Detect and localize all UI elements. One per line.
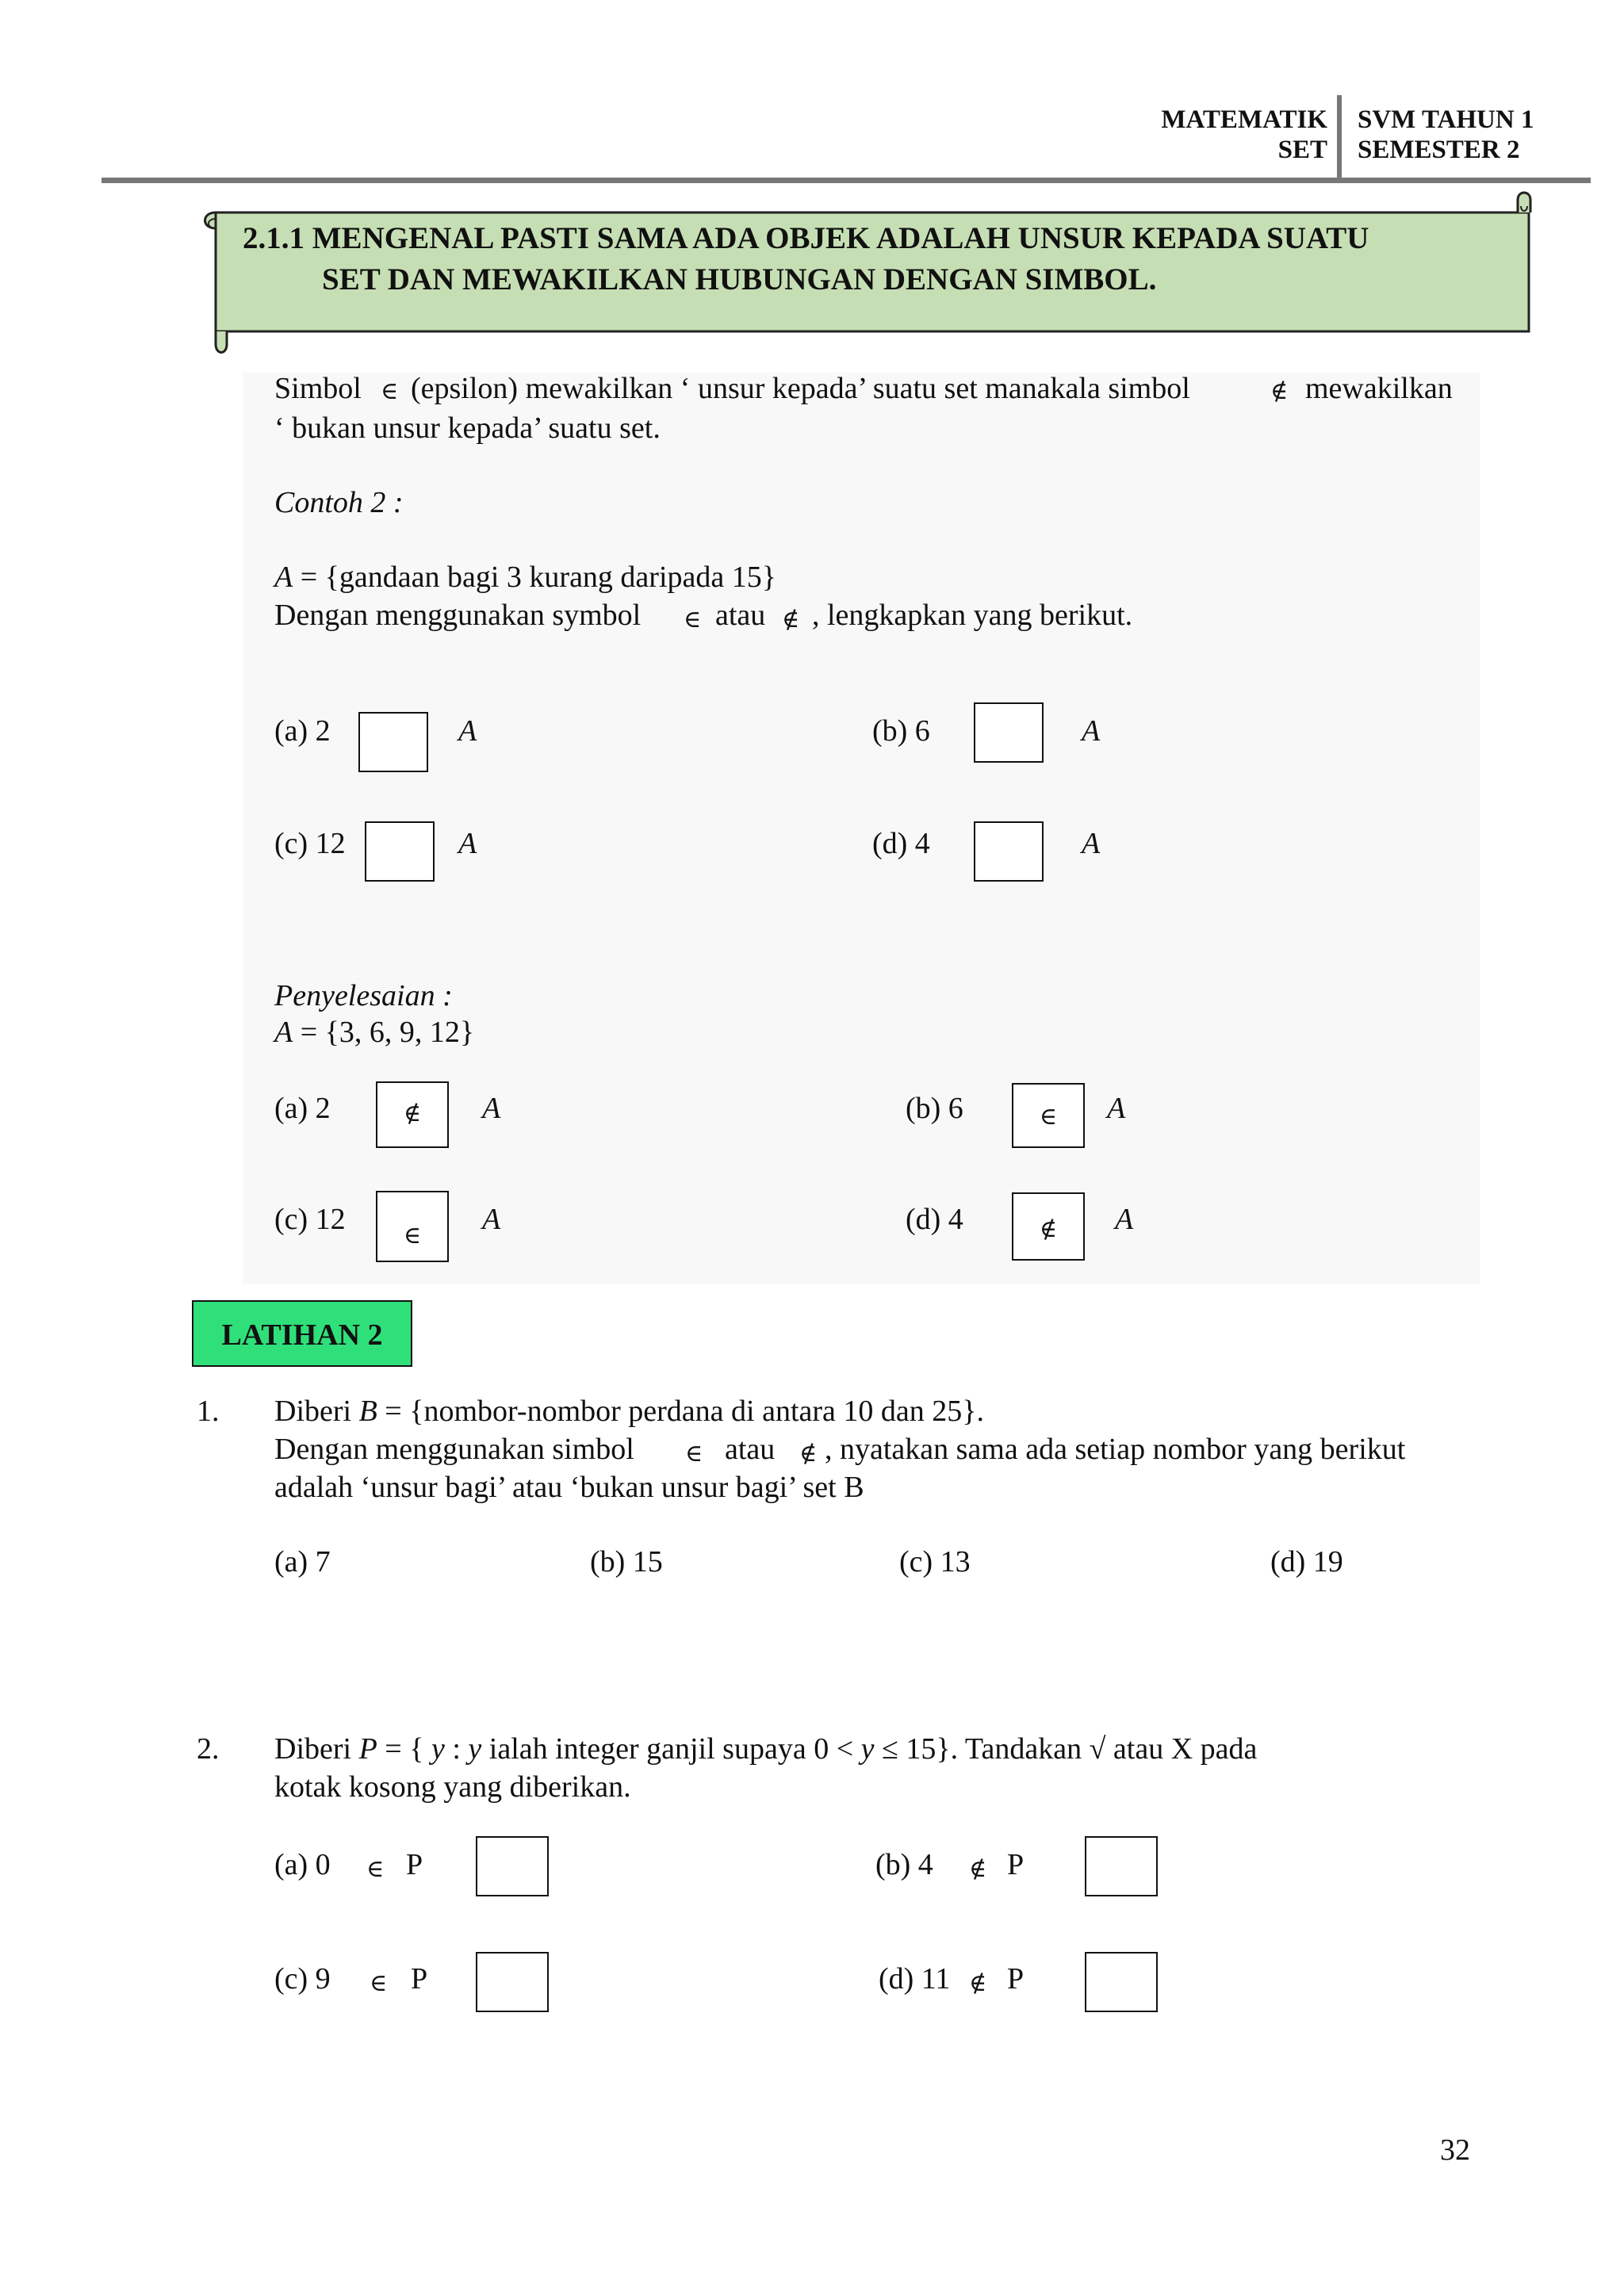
q2-item-c-label: (c) 9 bbox=[274, 1962, 331, 1996]
q1-option-b: (b) 15 bbox=[590, 1545, 663, 1578]
example-answer-box-b[interactable] bbox=[974, 702, 1044, 763]
q2-answer-box-a[interactable] bbox=[476, 1836, 549, 1896]
q1-option-d: (d) 19 bbox=[1270, 1545, 1343, 1578]
q2-answer-box-b[interactable] bbox=[1085, 1836, 1158, 1896]
q2-line1-end: ≤ 15}. Tandakan √ atau X pada bbox=[874, 1732, 1258, 1766]
example-item-d-set: A bbox=[1082, 827, 1101, 860]
example-item-b-label: (b) 6 bbox=[872, 714, 930, 748]
solution-answer-d: ∉ bbox=[1039, 1215, 1058, 1243]
solution-set-definition bbox=[274, 1015, 474, 1050]
q1-line2-start: Dengan menggunakan simbol bbox=[274, 1433, 634, 1466]
example-item-d-label: (d) 4 bbox=[872, 827, 930, 860]
q2-item-b-label: (b) 4 bbox=[875, 1848, 933, 1881]
q2-line1-start: Diberi bbox=[274, 1732, 352, 1766]
q2-line2: kotak kosong yang diberikan. bbox=[274, 1770, 631, 1804]
not-element-of-symbol: ∉ bbox=[799, 1440, 818, 1468]
solution-answer-b: ∈ bbox=[1039, 1103, 1058, 1131]
element-of-symbol: ∈ bbox=[684, 606, 702, 633]
solution-box-c bbox=[376, 1191, 449, 1262]
q1-line1-start: Diberi bbox=[274, 1395, 352, 1428]
not-element-of-symbol: ∉ bbox=[1270, 377, 1289, 405]
example-item-a-set: A bbox=[458, 714, 477, 748]
q2-item-c-symbol: ∈ bbox=[370, 1969, 388, 1997]
example-item-a-label: (a) 2 bbox=[274, 714, 331, 748]
solution-item-b-label: (b) 6 bbox=[906, 1092, 963, 1125]
solution-heading: Penyelesaian : bbox=[274, 979, 453, 1012]
example-instr-end: , lengkapkan yang berikut. bbox=[812, 599, 1133, 632]
q2-item-c-set: P bbox=[411, 1962, 428, 1996]
example-item-b-set: A bbox=[1082, 714, 1101, 748]
latihan-banner-label: LATIHAN 2 bbox=[221, 1318, 383, 1352]
solution-item-d-label: (d) 4 bbox=[906, 1203, 963, 1236]
example-set-var: A bbox=[274, 561, 293, 594]
q1-set-var: B bbox=[358, 1395, 377, 1428]
q2-item-d-set: P bbox=[1007, 1962, 1025, 1996]
q2-var-y2: y bbox=[468, 1732, 482, 1766]
q1-line2-end: , nyatakan sama ada setiap nombor yang berikut bbox=[825, 1433, 1406, 1466]
example-set-definition bbox=[274, 560, 776, 595]
solution-answer-c: ∈ bbox=[403, 1222, 422, 1249]
header-divider bbox=[1337, 95, 1342, 179]
q1-line2-or: atau bbox=[725, 1433, 776, 1466]
solution-set-var: A bbox=[274, 1016, 293, 1049]
section-title-line2: SET DAN MEWAKILKAN HUBUNGAN DENGAN SIMBOL. bbox=[322, 262, 1157, 297]
q2-item-a-symbol: ∈ bbox=[366, 1855, 385, 1883]
not-element-of-symbol: ∉ bbox=[782, 606, 800, 633]
q2-item-b-symbol: ∉ bbox=[969, 1855, 987, 1883]
intro-line1-start: Simbol bbox=[274, 372, 362, 405]
q2-item-b-set: P bbox=[1007, 1848, 1025, 1881]
q2-set-var: P bbox=[358, 1732, 377, 1766]
solution-item-c-label: (c) 12 bbox=[274, 1203, 346, 1236]
example-heading: Contoh 2 : bbox=[274, 486, 404, 519]
q2-line1-brace: = { bbox=[377, 1732, 424, 1766]
header-rule bbox=[102, 178, 1591, 183]
intro-line1-middle: (epsilon) mewakilkan ‘ unsur kepada’ suatu set manakala simbol bbox=[411, 372, 1190, 405]
solution-item-b-set: A bbox=[1107, 1092, 1126, 1125]
solution-item-c-set: A bbox=[482, 1203, 501, 1236]
q1-option-c: (c) 13 bbox=[899, 1545, 971, 1578]
q2-item-a-set: P bbox=[406, 1848, 423, 1881]
example-item-c-set: A bbox=[458, 827, 477, 860]
header-subject-line1: MATEMATIK bbox=[1161, 105, 1327, 134]
q2-line1-middle: ialah integer ganjil supaya 0 < bbox=[481, 1732, 861, 1766]
question-1-number: 1. bbox=[197, 1395, 220, 1428]
q2-var-y1: y bbox=[423, 1732, 445, 1766]
page-number: 32 bbox=[1440, 2133, 1470, 2167]
element-of-symbol: ∈ bbox=[685, 1440, 703, 1468]
example-answer-box-d[interactable] bbox=[974, 821, 1044, 882]
latihan-banner bbox=[192, 1300, 412, 1367]
header-course-line1: SVM TAHUN 1 bbox=[1358, 105, 1534, 134]
solution-box-d bbox=[1012, 1192, 1085, 1261]
intro-line2: ‘ bukan unsur kepada’ suatu set. bbox=[274, 411, 661, 445]
question-2-line1 bbox=[274, 1732, 1257, 1766]
q2-var-y3: y bbox=[860, 1732, 875, 1766]
example-instr-or: atau bbox=[715, 599, 766, 632]
q1-option-a: (a) 7 bbox=[274, 1545, 331, 1578]
question-2-number: 2. bbox=[197, 1732, 220, 1766]
solution-item-a-label: (a) 2 bbox=[274, 1092, 331, 1125]
q2-item-d-label: (d) 11 bbox=[879, 1962, 951, 1996]
header-course bbox=[1358, 105, 1556, 165]
example-set-def: = {gandaan bagi 3 kurang daripada 15} bbox=[293, 561, 776, 594]
header-course-line2: SEMESTER 2 bbox=[1358, 136, 1520, 164]
solution-box-b bbox=[1012, 1083, 1085, 1148]
q1-line1-end: = {nombor-nombor perdana di antara 10 dan 25}. bbox=[377, 1395, 985, 1428]
solution-box-a bbox=[376, 1081, 449, 1148]
solution-item-a-set: A bbox=[482, 1092, 501, 1125]
question-1-line1 bbox=[274, 1394, 984, 1429]
q2-answer-box-d[interactable] bbox=[1085, 1952, 1158, 2012]
q2-item-d-symbol: ∉ bbox=[969, 1969, 987, 1997]
q2-line1-colon: : bbox=[444, 1732, 469, 1766]
solution-item-d-set: A bbox=[1115, 1203, 1134, 1236]
section-title-line1: 2.1.1 MENGENAL PASTI SAMA ADA OBJEK ADALAH UNSUR KEPADA SUATU bbox=[243, 221, 1369, 255]
element-of-symbol: ∈ bbox=[381, 377, 399, 405]
q2-answer-box-c[interactable] bbox=[476, 1952, 549, 2012]
solution-set-def: = {3, 6, 9, 12} bbox=[293, 1016, 475, 1049]
q2-item-a-label: (a) 0 bbox=[274, 1848, 331, 1881]
example-instr-start: Dengan menggunakan symbol bbox=[274, 599, 642, 632]
intro-line1-end: mewakilkan bbox=[1305, 372, 1453, 405]
example-answer-box-c[interactable] bbox=[365, 821, 435, 882]
q1-line3: adalah ‘unsur bagi’ atau ‘bukan unsur bagi’ set B bbox=[274, 1471, 864, 1504]
example-item-c-label: (c) 12 bbox=[274, 827, 346, 860]
solution-answer-a: ∉ bbox=[403, 1100, 422, 1127]
example-answer-box-a[interactable] bbox=[358, 712, 428, 772]
header-subject-line2: SET bbox=[1277, 136, 1327, 164]
header-subject bbox=[1121, 105, 1327, 165]
